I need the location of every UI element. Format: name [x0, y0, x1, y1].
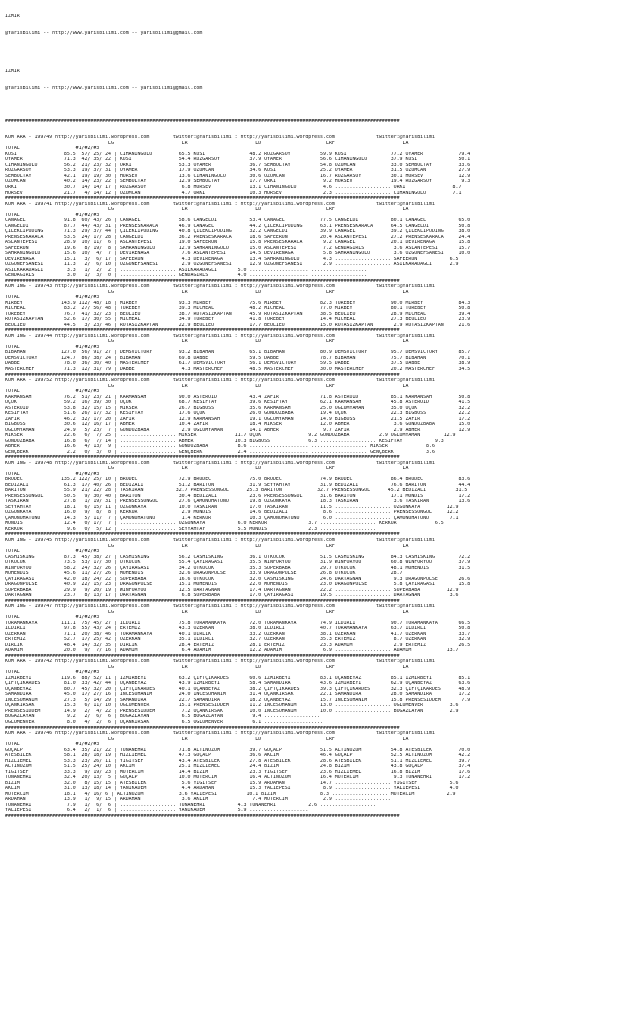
race-block: [5, 461, 643, 538]
result-row: KESIFTAY 51.6 26/ 17/ 32 | KESIFTAY 17.6 UÇUK 26.0 GÜNDÜZBABA 19.4 UÇUK 22.3 BIGBOSS 22.2: [5, 411, 471, 417]
result-row: OYAMER 71.3 42/ 35/ 22 | KÜSI 54.4 RÜZGARSOY 37.9 OYAMER 56.6 CIHANINGÜLÜ 37.9 KÜSI 50.1: [5, 157, 471, 163]
result-row: KÜSI 85.5 57/ 25/ 24 | CIHANINGÜLÜ 65.5 KÜSI 48.2 RÜZGARSOY 59.9 KÜSI 77.2 OYAMER 79.4: [5, 151, 471, 157]
result-row: BRODEC 135.2 122/ 25/ 10 | BRODEC 72.9 BRODEC 75.0 BRODEC 74.9 BRODEC 86.4 BRODEC 83.6: [5, 477, 471, 483]
race-title: KUM ING - 199747 http://yarisbilimi.wordpress.com twitter:@YarisBilimi : http://yarisbilimi.wordpress.com twitter:@YarisBilimi: [5, 604, 435, 610]
race-block: [5, 378, 643, 461]
race-title: KUM ING - 199748 http://yarisbilimi.wordpress.com twitter:@YarisBilimi : http://yarisbilimi.wordpress.com twitter:@YarisBilimi: [5, 460, 435, 466]
separator-line: ######################################################################################################################################: [5, 196, 400, 202]
result-row: YALIEPESI 6.4 2/ 1/ 6 | ................... YANIKADEM 5.9 ....................: [5, 808, 312, 814]
result-row: PRENSESIDDEM 14.9 2/ 4/ 22 | PRENSESIDDEM 7.2 UÇANKIRSAK 10.0 INCESUHANIM 10.0 ................... BOGAZLAYAN 2.9: [5, 708, 459, 714]
result-row: WINFORYOU 58.2 24/ 32/ 26 | ÇAYIRAGASI 34.2 UTKUCUK 35.3 SÜPERBABA 29.7 UTKUCUK 48.1 MÜHENDIS 31.5: [5, 565, 471, 571]
header-contact-2: @YarisBilimi -- http://www.yarisbilimi.com -- yarisbilimi@gmail.com: [5, 85, 203, 91]
result-row: KARMANSAH 76.2 51/ 23/ 21 | KARMANSAH 90.0 ASTEROID 43.4 ZAFIR 71.8 ASTEROID 85.1 KARMANSAH 50.8: [5, 394, 471, 400]
result-row: DEVIRENAGA 15.1 3/ 6/ 17 | SAFEERUN 4.3 DEVIRENAGA 13.4 SAHRANINGÜLÜ 4.3 ................... SAFEERUN 6.5: [5, 256, 459, 262]
result-row: IZMIRBEYI 119.6 88/ 52/ 11 | IZMIRBEYI 63.2 ÇIFTÇIKARDES 60.6 IZMIRBEYI 83.1 UÇANBEYAZ 85.1 IZMIRBEYI 85.1: [5, 675, 471, 681]
result-row: CANAGEL 91.8 60/ 43/ 26 | CANAGEL 58.6 CANGELDI 53.4 CANAGEL 77.5 CANGELDI 80.1 CANAGEL 65.0: [5, 218, 471, 224]
result-row: ÖZGÜNEFSANESI 11.3 2/ 6/ 10 | ÖZGÜNEFSANESI 2.9 ÖZGÜNEFSANESI 12.9 ÖZGÜNEFSANESI 2.9 ................... ASILKARADAGLI 2.9: [5, 262, 459, 268]
result-row: BEULIEU 44.5 3/ 23/ 46 | ROTASIZKAPTAN 22.9 BEULIEU 17.7 BEULIEU 15.0 ROTASIZKAPTAN 2.9 ROTASIZKAPTAN 21.6: [5, 322, 471, 328]
result-row: GÜNDÜZBABA 16.8 6/ 7/ 14 | ................... ABHER 10.3 BIGBOSS 6.3 ................... KESIFTAY 9.3: [5, 438, 444, 444]
race-title: KUM ARA - 199752 http://yarisbilimi.wordpress.com twitter:@YarisBilimi : http://yarisbilimi.wordpress.com twitter:@YarisBilimi: [5, 378, 435, 384]
result-row: DABBE 78.0 36/ 30/ 40 | MASTERCHEF 61.7 DEMSVICTORY 56.1 DEMSVICTORY 59.5 DABBE 37.5 DABBE 38.9: [5, 361, 471, 367]
result-row: SEYYAHTAY 18.1 6/ 15/ 11 | ÖZGÜNKAYA 10.0 TASKIRAN 17.0 TASKIRAN 11.5 ................... ÖZGÜNKAYA 12.9: [5, 504, 459, 510]
column-header: LG LR LD LRF LA: [5, 736, 409, 742]
header-contact: @YarisBilimi -- http://www.yarisbilimi.com -- yarisbilimi@gmail.com: [5, 30, 203, 36]
result-row: OGLUMENVER 8.0 4/ 2/ 6 | UÇANKIRSAK 6.5 OGLUMENVER 6.1 ....................: [5, 720, 326, 725]
total-header: TOTAL #1/#2/#3: [5, 742, 100, 748]
header-city-2: IZMIR: [5, 69, 20, 75]
result-row: GENÇBERK 2.2 0/ 3/ 0 | ................... GENÇBERK 2.4 .................... ................... GENÇBERK 3.6: [5, 449, 435, 455]
result-row: ORKI 30.7 14/ 14/ 17 | RÜZGARSOY 6.8 HÜRSEV 13.1 CIHANINGÜLÜ 4.6 ................... ORKI 8.7: [5, 184, 462, 190]
result-row: BEDIZALI 61.3 17/ 40/ 26 | BEDIZALI 51.2 BARITON 31.9 SEYYAHTAY 31.9 BEDIZALI 76.6 BARITON 44.4: [5, 482, 471, 488]
result-row: GÜÇALP 63.4 35/ 21/ 22 | TUNANEHRI 71.8 ALTINÜZÜM 39.7 GÜÇALP 51.5 ALTINÜZÜM 54.8 ATESBILEK 70.0: [5, 747, 471, 753]
result-row: ASLANTEPESI 28.9 10/ 11/ 6 | ASLANTEPESI 19.0 SAFEERUN 15.8 PRENSESKARACA 9.2 CANAGEL 20.1 DEVIRENAGA 15.8: [5, 240, 471, 246]
result-row: ADAMIM 20.0 9/ 7/ 16 | ADAMIM 6.4 ADAMIM 12.2 ADAMIM 6.9 ................... ADAMIM 13.7: [5, 648, 459, 654]
result-row: UÇANKIRSAK 15.3 6/ 11/ 10 | OGLUMENVER 15.1 PRENSESIDDEM 11.2 INCESUHANIM 13.0 ................... OGLUMENVER 3.6: [5, 703, 459, 709]
result-row: ERTEMIZ 52.7 17/ 25/ 42 | ÖZERKAN 35.1 ILDIRLI 32.7 ÖZERKAN 35.3 ERTEMIZ 8.7 ÖZERKAN 32.9: [5, 637, 471, 643]
race-block: [5, 135, 643, 201]
race-title: KUM ARA - 199746 http://yarisbilimi.wordpress.com twitter:@YarisBilimi : http://yarisbilimi.wordpress.com twitter:@YarisBilimi: [5, 731, 435, 737]
result-row: TUNANEHRI 7.9 1/ 6/ 6 | ................... TUNANEHRI 4.3 TUNANEHRI 2.6 ...................: [5, 802, 379, 808]
result-row: OGLUMYAMAN 24.9 5/ 23/ 7 | GÜNDÜZBABA 2.9 OGLUMYAMAN 14.1 ABHER 9.7 ZAFIR 2.9 ABHER 12.9: [5, 427, 471, 433]
race-block: [5, 334, 643, 378]
column-header: LG LR LD LRF LA: [5, 466, 409, 472]
result-row: ÖZÜMCAN 40.2 14/ 23/ 22 | SEMBOLTAY 12.9 SEMBOLTAY 17.7 ORKI 9.2 HÜRSEV 19.4 RÜZGARSOY 9.3: [5, 179, 471, 185]
separator-line: ######################################################################################################################################: [5, 532, 400, 538]
result-row: SÜPERBABA 29.9 9/ 20/ 19 | WINFORYOU 12.5 DARTAGNAN 17.4 DARTAGNAN 22.2 ................... SÜPERBABA 12.9: [5, 587, 459, 593]
header-city: IZMIR: [5, 14, 20, 20]
result-row: CASHISKING 87.3 45/ 38/ 27 | CASHISKING 56.2 CASHISKING 36.1 UTKUCUK 51.5 CASHISKING 84.3 CASHISKING 72.2: [5, 554, 471, 560]
result-row: BIZIM 32.0 8/ 15/ 15 | ATESBILEK 5.6 YIGITSEF 15.9 ARDAHAN 14.7 ................... YIGITSEF 5.6: [5, 780, 459, 786]
result-row: INCESUHANIM 27.3 5/ 14/ 29 | SAMANDIRA 22.7 SAMANDIRA 18.2 UÇANBEYAZ 15.7 INCESUHANIM 15.8 PRENSESIDDEM 7.9: [5, 697, 471, 703]
result-row: SAHRANINGÜLÜ 15.6 10/ 4/ 7 | DEVIRENAGA 7.6 ASLANTEPESI 14.5 DEVIRENAGA 5.8 SAHRANINGÜLÜ 3.6 ÖZGÜNEFSANESI 10.0: [5, 251, 471, 257]
separator-line: ######################################################################################################################################: [5, 455, 400, 461]
result-row: DIRLIK 48.4 14/ 32/ 35 | DIRLIK 28.4 ERTEMIZ 28.1 ERTEMIZ 23.3 ADAMIM 2.9 ERTEMIZ 26.5: [5, 642, 471, 648]
result-row: ÇILEKLIPUDING 71.3 29/ 37/ 44 | ÇILEKLIPUDING 40.8 ÇILEKLIPUDING 32.2 CANGELDI 39.9 CANAGEL 39.2 ÇILEKLIPUDING 38.0: [5, 229, 471, 235]
result-row: MASTERCHEF 71.3 12/ 31/ 79 | DABBE 4.3 MASTERCHEF 48.5 MASTERCHEF 30.0 MASTERCHEF 20.2 MASTERCHEF 34.5: [5, 367, 471, 372]
total-header: TOTAL #1/#2/#3: [5, 295, 100, 301]
result-row: DEMSVICTORY 124.7 86/ 38/ 24 | BIBAHAN 69.8 DABBE 59.5 DABBE 78.7 BIBAHAN 75.7 BIBAHAN 70.1: [5, 355, 471, 361]
total-header: TOTAL #1/#2/#3: [5, 389, 100, 395]
separator-line: ######################################################################################################################################: [5, 278, 400, 284]
result-row: MIRBEY 143.9 112/ 48/ 18 | MIRBEY 93.3 MIRBEY 75.6 MIRBEY 82.3 TÜREBEY 90.0 MIRBEY 84.3: [5, 300, 471, 306]
race-title: KUM ING - 199745 http://yarisbilimi.wordpress.com twitter:@YarisBilimi : http://yarisbilimi.wordpress.com twitter:@YarisBilimi: [5, 537, 435, 543]
result-row: BOGAZLAYAN 9.2 2/ 6/ 6 | BOGAZLAYAN 6.5 BOGAZLAYAN 9.4 ...................: [5, 714, 323, 720]
result-row: RÜZGARSOY 53.3 19/ 37/ 31 | OYAMER 17.9 ÖZÜMCAN 34.6 KÜSI 25.2 OYAMER 31.5 ÖZÜMCAN 27.9: [5, 168, 471, 174]
result-row: MÜHENDIS 45.6 11/ 27/ 26 | MÜHENDIS 32.6 DRAGONPULSE 33.9 DRAGONPULSE 26.8 UTKUCUK 28.7: [5, 571, 403, 577]
column-header: LG LR LD LRF LA: [5, 140, 409, 146]
result-row: PRENSESSONGÜL 50.5 9/ 30/ 40 | BARITON 30.4 BEDIZALI 23.6 PRENSESSONGÜL 31.6 BARITON 17.1 MONDIS 17.2: [5, 493, 471, 499]
result-row: BIBAHAN 127.0 56/ 91/ 27 | DEMSVICTORY 93.2 BIBAHAN 65.1 BIBAHAN 80.9 DEMSVICTORY 95.7 DEMSVICTORY 85.7: [5, 350, 471, 356]
column-header: LG LR LD LRF LA: [5, 383, 409, 389]
total-header: TOTAL #1/#2/#3: [5, 344, 100, 350]
result-row: GENDAGIRLS 3.0 1/ 3/ 0 | ................... GENDAGIRLS 4.0 .................... ...................: [5, 273, 371, 279]
separator-line: ######################################################################################################################################: [5, 813, 400, 819]
column-header: LG LR LD LRF LA: [5, 543, 409, 549]
result-row: CIHANINGÜLÜ 56.2 21/ 23/ 32 | ORKI 53.3 OYAMER 36.7 SEMBOLTAY 54.8 ÖZÜMCAN 33.0 SEMBOLTAY 33.6: [5, 162, 471, 168]
result-row: BIGBOSS 30.6 12/ 16/ 17 | ABHER 10.4 ZAFIR 18.4 MIKSER 12.0 ABHER 3.6 GÜNDÜZBABA 15.0: [5, 422, 471, 428]
column-header: LG LR LD LRF LA: [5, 207, 409, 213]
result-row: YIGITSEF 33.3 9/ 19/ 23 | MÜTERCIM 14.4 BIZIM 23.3 YIGITSEF 23.6 HIZLIEMEL 16.8 BIZIM 17.6: [5, 769, 471, 775]
race-list: [5, 135, 643, 819]
race-title: KUM ING - 199743 http://yarisbilimi.wordpress.com twitter:@YarisBilimi : http://yarisbilimi.wordpress.com twitter:@YarisBilimi: [5, 284, 435, 290]
result-row: ASTEROID 53.8 32/ 15/ 15 | MIKSER 26.7 BIGBOSS 35.6 KARMANSAH 25.0 OGLUMYAMAN 35.0 UÇUK 32.2: [5, 405, 471, 411]
result-row: SAFEERUN 19.6 8/ 19/ 8 | SAHRANINGÜLÜ 12.9 SAHRANINGÜLÜ 15.0 ASLANTEPESI 7.2 GENDAGIRLS 3.6 ASLANTEPESI 15.7: [5, 245, 471, 251]
result-row: MIKSER 22.6 6/ 7/ 25 | ................... MIKSER 11.7 UÇUK 9.2 GÜNDÜZBABA 2.9 OGLUMYAMAN 12.9: [5, 433, 456, 439]
result-row: CANGELDI 87.7 44/ 43/ 31 | PRENSESKARACA 46.9 CANAGEL 44.2 ÇILEKLIPUDING 63.1 PRENSESKARACA 64.5 CANGELDI 50.8: [5, 223, 471, 229]
race-block: [5, 284, 643, 334]
result-row: DARTAGNAN 23.7 8/ 13/ 17 | DARTAGNAN 6.8 SÜPERBABA 17.0 ÇAYIRAGASI 19.5 ................... DARTAGNAN 3.6: [5, 593, 459, 599]
column-header: LG LR LD LRF LA: [5, 664, 409, 670]
result-row: ASILKARADAGLI 3.3 1/ 2/ 2 | ................... ASILKARADAGLI 5.0 .................... ...................: [5, 267, 371, 273]
result-row: ALTINÜZÜM 51.5 25/ 24/ 10 | AKLIM 25.1 HIZLIEMEL 24.4 BIZIM 24.8 BIZIM 43.8 GÜÇALP 37.4: [5, 764, 471, 770]
result-row: SEMBOLTAY 42.1 19/ 19/ 30 | HÜRSEV 13.6 CIHANINGÜLÜ 30.6 ÖZÜMCAN 16.7 RÜZGARSOY 30.1 HÜRSEV 12.9: [5, 173, 471, 179]
result-row: ÇAMÖNÜHATUNU 14.3 5/ 11/ 7 | ÇAMÖNÜHATUNU 1.4 KERKÜR 10.3 ÇAMÖNÜHATUNU 6.0 ................... ÇAMÖNÜHATUNU 7.1: [5, 515, 459, 521]
result-row: ATESBILEK 58.1 28/ 18/ 19 | HIZLIEMEL 47.3 GÜÇALP 36.6 AKLIM 46.4 GÜÇALP 52.5 ALTINÜZÜM 42.2: [5, 753, 471, 759]
race-block: [5, 202, 643, 285]
race-title: KUM ARA - 199741 http://yarisbilimi.wordpress.com twitter:@YarisBilimi : http://yarisbilimi.wordpress.com twitter:@YarisBilimi: [5, 201, 435, 207]
result-row: DRAGONPULSE 40.9 22/ 15/ 23 | DRAGONPULSE 15.1 MÜHENDIS 22.0 MÜHENDIS 23.0 DRAGONPULSE 5.8 ÇAYIRAGASI 15.8: [5, 582, 471, 588]
race-block: [5, 604, 643, 659]
result-row: HÜRSEV 21.7 4/ 14/ 12 | ÖZÜMCAN 4.7 ORKI 10.3 HÜRSEV 2.3 ................... CIHANINGÜLÜ 7.1: [5, 190, 462, 196]
result-row: TUNANEHRI 32.4 20/ 13/ 5 | GÜÇALP 10.0 MÜTERCIM 16.4 ALTINÜZÜM 16.4 MÜTERCIM 9.3 TUNANEHRI 17.2: [5, 775, 471, 781]
result-row: MÜTERCIM 18.1 4/ 16/ 6 | ALTINÜZÜM 3.6 YALIEPESI 10.1 BIZIM 8.3 ................... MÜTERCIM 2.9: [5, 791, 456, 797]
separator-line: ######################################################################################################################################: [5, 328, 400, 334]
total-header: TOTAL #1/#2/#3: [5, 471, 100, 477]
result-row: MICHEAL 83.2 27/ 56/ 48 | TÜREBEY 39.3 MICHEAL 48.2 MICHEAL 77.0 MIRBEY 80.1 TÜREBEY 50.8: [5, 306, 471, 312]
separator-line: ######################################################################################################################################: [5, 598, 400, 604]
result-row: TÜREBEY 76.7 41/ 32/ 23 | BEULIEU 38.7 ROTASIZKAPTAN 45.9 ROTASIZKAPTAN 38.5 BEULIEU 28.9 MICHEAL 39.4: [5, 311, 471, 317]
race-title: KUM ARA - 199749 http://yarisbilimi.wordpress.com twitter:@YarisBilimi : http://yarisbilimi.wordpress.com twitter:@YarisBilimi: [5, 135, 435, 141]
race-block: [5, 731, 643, 819]
total-header: TOTAL #1/#2/#3: [5, 146, 100, 152]
result-row: UÇANBEYAZ 80.7 45/ 32/ 20 | ÇIFTÇIKARDES 40.1 UÇANBEYAZ 38.2 ÇIFTÇIKARDES 39.3 ÇIFTÇIKARDES 32.3 ÇIFTÇIKARDES 48.9: [5, 686, 471, 692]
result-row: ARDAHAN 13.9 1/ 9/ 15 | ARDAHAN 3.6 AKLIM 7.4 MÜTERCIM 2.9 ...................: [5, 797, 394, 803]
total-header: TOTAL #1/#2/#3: [5, 615, 100, 621]
results-document: [5, 3, 643, 825]
result-row: PRENSESKARACA 53.5 24/ 17/ 28 | CANGELDI 36.2 PRENSESKARACA 18.6 SAFEERUN 20.4 ASLANTEPESI 27.2 PRENSESKARACA 24.4: [5, 234, 471, 240]
result-row: ÖZGÜNKAYA 16.0 9/ 8/ 8 | KERKÜR 2.9 MONDIS 14.6 BEDIZALI 8.6 ................... PRENSESSONGÜL 12.2: [5, 510, 459, 516]
separator-line: ######################################################################################################################################: [5, 653, 400, 659]
result-row: KERKÜR 9.6 0/ 5/ 12 | ................... SEYYAHTAY 5.5 MONDIS 2.3 ...................: [5, 526, 379, 532]
column-header: LG LR LD LRF LA: [5, 289, 409, 295]
result-row: ÖZERKAN 71.1 20/ 38/ 46 | TORAMANKAYA 40.1 DIRLIK 33.2 ÖZERKAN 38.1 ÖZERKAN 41.7 ÖZERKAN 33.7: [5, 631, 471, 637]
column-header: LG LR LD LRF LA: [5, 609, 409, 615]
result-row: UÇUK 59.2 16/ 39/ 30 | UÇUK 68.7 KESIFTAY 39.6 KESIFTAY 62.1 KARMANSAH 45.8 ASTEROID 41.5: [5, 400, 471, 406]
result-row: TASKIRAN 27.8 1/ 19/ 31 | PRENSESSONGÜL 27.6 ÇAMÖNÜHATUNU 19.8 ÖZGÜNKAYA 18.3 TASKIRAN 3.6 TASKIRAN 13.6: [5, 499, 471, 505]
separator-line: ######################################################################################################################################: [5, 118, 400, 124]
result-row: ILDIRLI 97.8 55/ 43/ 24 | ERTEMIZ 43.3 ÖZERKAN 38.0 ILDIRLI 40.7 TORAMANKAYA 63.7 ILDIRLI 50.8: [5, 626, 471, 632]
race-block: [5, 659, 643, 731]
result-row: SAMANDIRA 45.0 17/ 27/ 16 | INCESUHANIM 24.0 INCESUHANIM 31.4 UÇANKIRSAK 22.1 SAMANDIRA 28.0 SAMANDIRA 17.2: [5, 692, 471, 698]
result-row: BARITON 55.9 21/ 22/ 28 | TASKIRAN 32.7 PRENSESSONGÜL 25.3 BARITON 32.7 PRENSESSONGÜL 45.2 BEDIZALI 31.5: [5, 488, 468, 494]
result-row: ABHER 16.6 4/ 13/ 9 | ................... GÜNDÜZBABA 8.6 .................... ................... MIKSER 8.6: [5, 444, 435, 450]
result-row: TORAMANKAYA 111.1 75/ 45/ 27 | ILDIRLI 75.8 TORAMANKAYA 72.0 TORAMANKAYA 74.9 ILDIRLI 90.7 TORAMANKAYA 66.5: [5, 620, 471, 626]
result-row: AKLIM 31.0 13/ 18/ 14 | YANIKADEM 4.4 ARDAHAN 15.3 YALIEPESI 8.9 ................... YALIEPESI 4.0: [5, 786, 459, 792]
result-row: ROTASIZKAPTAN 52.6 17/ 30/ 55 | MICHEAL 34.9 TÜREBEY 41.8 TÜREBEY 14.4 MICHEAL 27.3 BEULIEU 23.9: [5, 317, 471, 323]
total-header: TOTAL #1/#2/#3: [5, 549, 100, 555]
separator-line: ######################################################################################################################################: [5, 372, 400, 378]
race-block: [5, 538, 643, 604]
separator-line: ######################################################################################################################################: [5, 725, 400, 731]
column-header: LG LR LD LRF LA: [5, 339, 409, 345]
race-title: KUM ING - 199744 http://yarisbilimi.wordpress.com twitter:@YarisBilimi : http://yarisbilimi.wordpress.com twitter:@YarisBilimi: [5, 333, 435, 339]
result-row: ÇAYIRAGASI 42.0 18/ 24/ 22 | SÜPERBABA 16.6 UTKUCUK 32.0 CASHISKING 24.6 DARTAGNAN 9.3 DRAGONPULSE 26.6: [5, 576, 471, 582]
race-title: KUM ARA - 199742 http://yarisbilimi.wordpress.com twitter:@YarisBilimi : http://yarisbilimi.wordpress.com twitter:@YarisBilimi: [5, 659, 435, 665]
result-row: UTKUCUK 73.5 53/ 17/ 30 | UTKUCUK 55.4 ÇAYIRAGASI 35.5 WINFORYOU 31.9 WINFORYOU 60.8 WINFORYOU 37.9: [5, 560, 471, 566]
result-row: MONDIS 12.4 0/ 17/ 7 | ................... ÖZGÜNKAYA 6.0 KERKÜR 3.7 ................... KERKÜR 6.5: [5, 521, 444, 527]
result-row: ÇIFTÇIKARDES 81.0 33/ 42/ 44 | UÇANBEYAZ 43.9 IZMIRBEYI 58.4 SAMANDIRA 43.6 IZMIRBEYI 62.9 UÇANBEYAZ 63.6: [5, 681, 471, 687]
total-header: TOTAL #1/#2/#3: [5, 212, 100, 218]
total-header: TOTAL #1/#2/#3: [5, 670, 100, 676]
result-row: ZAFIR 46.2 32/ 17/ 20 | ZAFIR 12.9 KARMANSAH 19.1 OGLUMYAMAN 14.9 BIGBOSS 21.5 ZAFIR 17.2: [5, 416, 471, 422]
result-row: HIZLIEMEL 53.3 23/ 26/ 11 | YIGITSEF 43.4 ATESBILEK 27.8 ATESBILEK 28.6 ATESBILEK 51.1 HIZLIEMEL 39.7: [5, 758, 471, 764]
